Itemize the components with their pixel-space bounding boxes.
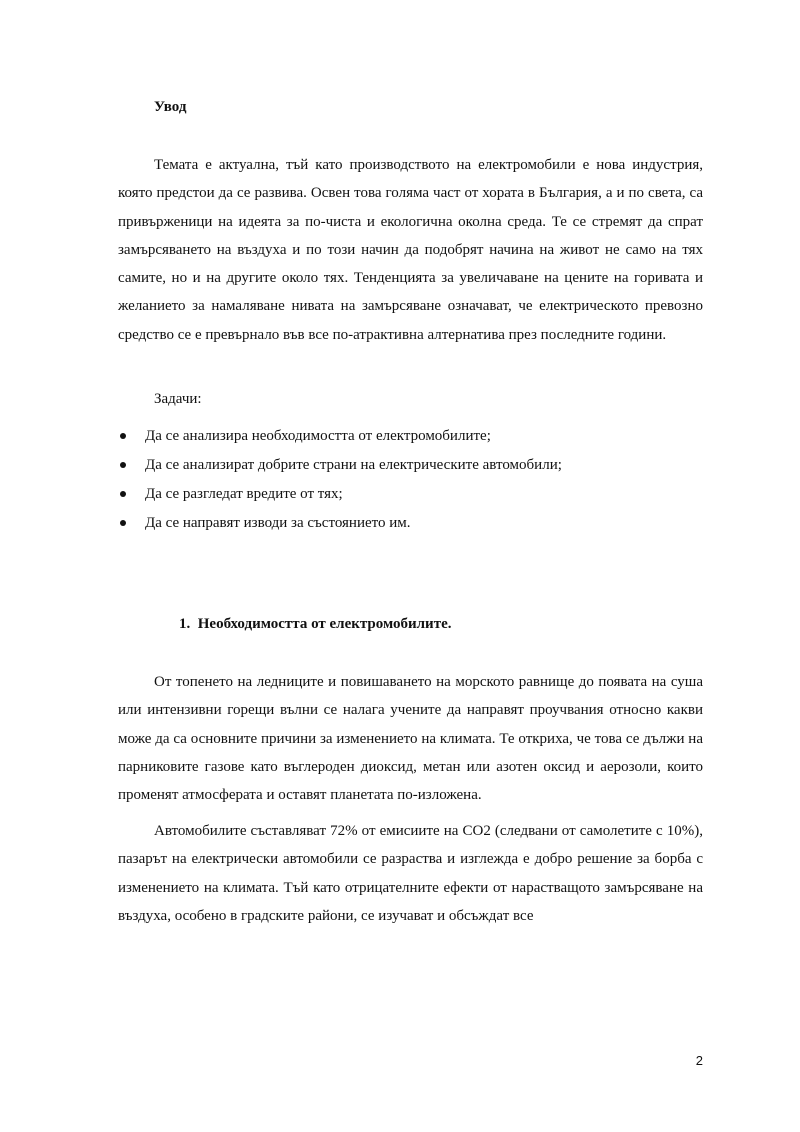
bullet-icon <box>120 520 126 526</box>
list-item <box>118 484 703 513</box>
list-item-text: Да се анализират добрите страни на електрическите автомобили; <box>145 457 562 473</box>
page-number: 2 <box>695 1053 703 1068</box>
bullet-icon <box>120 433 126 439</box>
tasks-list <box>118 426 703 542</box>
intro-heading: Увод <box>154 99 187 115</box>
section-paragraph-1: От топенето на ледниците и повишаването на морското равнище до появата на суша или интензивни горещи вълни се налага учените да направят проучвания относно какви може да са основните причини за изменението на климата. Те откриха, че това се дължи на парниковите газове като въглероден диоксид, метан или азотен оксид и аерозоли, които променят атмосферата и оставят планетата по-изложена. <box>118 674 703 804</box>
list-item-text: Да се анализира необходимостта от електромобилите; <box>145 428 491 444</box>
list-item <box>118 513 703 542</box>
tasks-label: Задачи: <box>154 391 202 407</box>
bullet-icon <box>120 462 126 468</box>
intro-paragraph: Темата е актуална, тъй като производството на електромобили е нова индустрия, която предстои да се развива. Освен това голяма част от хората в България, а и по света, са привърженици на идеята за по-чиста и екологична околна среда. Те се стремят да спрат замърсяването на въздуха и по този начин да подобрят начина на живот не само на тях самите, но и на другите около тях. Тенденцията за увеличаване на цените на горивата и желанието за намаляване нивата на замърсяване означават, че електрическото превозно средство се е превърнало във все по-атрактивна алтернатива през последните години. <box>118 157 703 343</box>
list-item <box>118 455 703 484</box>
bullet-icon <box>120 491 126 497</box>
section-paragraph-2: Автомобилите съставляват 72% от емисиите на CO2 (следвани от самолетите с 10%), пазарът на електрически автомобили се разраства и изглежда е добро решение за борба с изменението на климата. Тъй като отрицателните ефекти от нарастващото замърсяване на въздуха, особено в градските райони, се изучават и обсъждат все <box>118 823 703 924</box>
list-item-text: Да се разгледат вредите от тях; <box>145 486 343 502</box>
section-heading: 1. Необходимостта от електромобилите. <box>179 616 452 632</box>
list-item-text: Да се направят изводи за състоянието им. <box>145 515 411 531</box>
list-item <box>118 426 703 455</box>
